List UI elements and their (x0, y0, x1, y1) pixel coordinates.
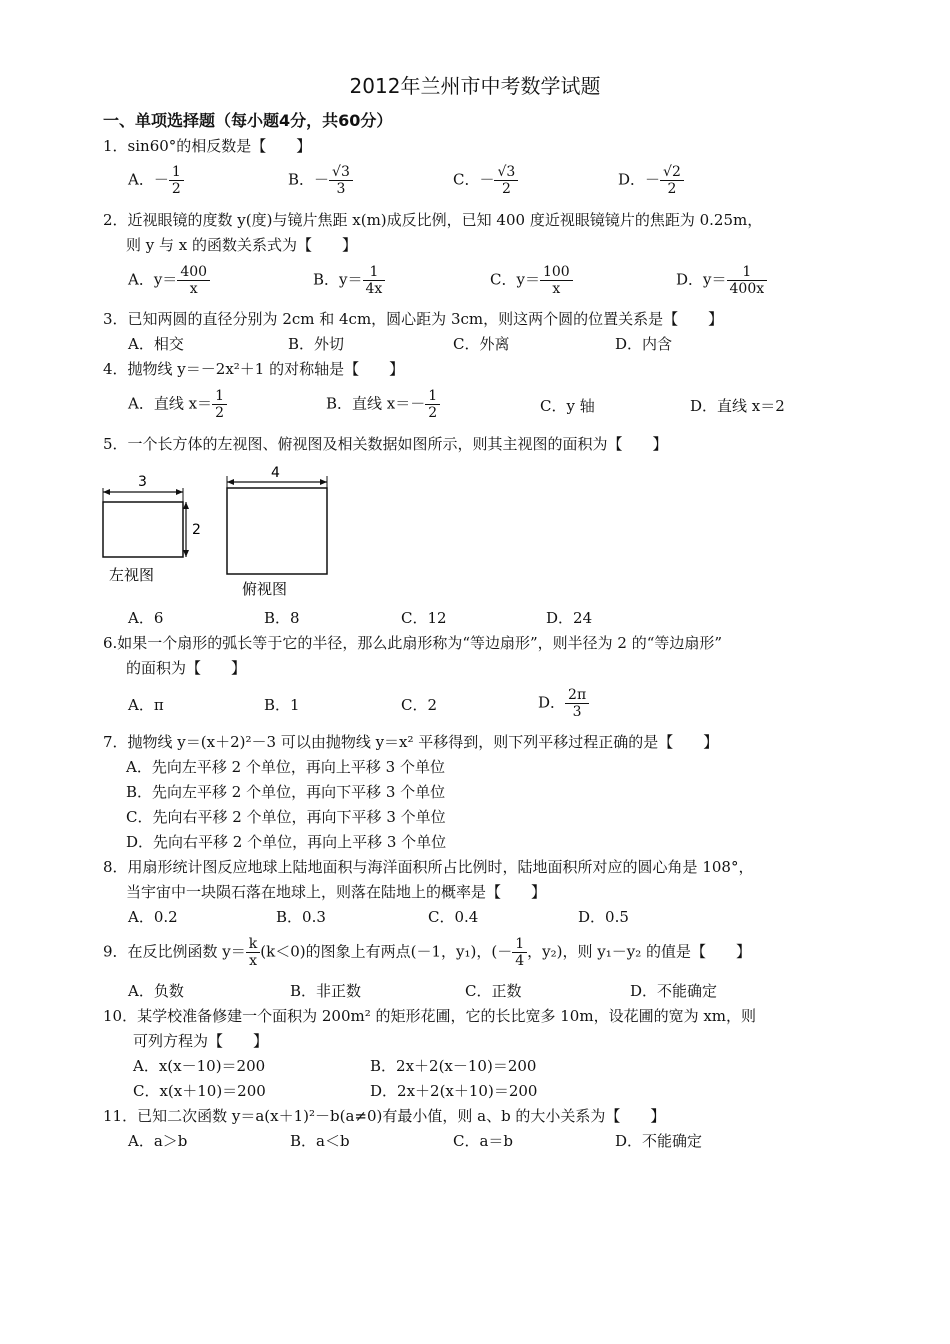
question-11-option-b: B．a＜b (290, 1132, 350, 1150)
arrowhead (103, 489, 110, 495)
page-title: 2012年兰州市中考数学试题 (349, 74, 601, 98)
question-6-option-d: D． $\frac{2\pi}{3}$ (538, 687, 589, 720)
section-heading: 一、单项选择题（每小题4分，共60分） (103, 111, 393, 130)
question-1-option-d: D．－ $\frac{√2}{2}$ (618, 164, 684, 197)
fraction: $\frac{400}{x}$ (177, 264, 210, 297)
question-4-option-b: B．直线 x＝－ $\frac{1}{2}$ (326, 388, 440, 421)
question-7-option-c: C．先向右平移 2 个单位，再向下平移 3 个单位 (126, 808, 446, 826)
question-10-stem-line1: 10．某学校准备修建一个面积为 200m² 的矩形花圃，它的长比宽多 10m，设花圃的宽为 xm，则 (103, 1007, 757, 1025)
question-10-stem-line2: 可列方程为【 】 (133, 1032, 269, 1050)
question-2-option-a: A．y＝ $\frac{400}{x}$ (128, 264, 210, 297)
question-5-option-b: B．8 (264, 609, 300, 627)
question-1-stem: 1．sin60°的相反数是【 】 (103, 137, 312, 155)
fraction: $\frac{1}{4}$ (512, 936, 527, 969)
question-6-stem-line2: 的面积为【 】 (126, 659, 247, 677)
question-10-option-c: C．x(x＋10)＝200 (133, 1082, 266, 1100)
arrowhead (227, 479, 234, 485)
top-view-caption: 俯视图 (242, 580, 288, 598)
question-4-stem: 4．抛物线 y＝－2x²＋1 的对称轴是【 】 (103, 360, 405, 378)
arrowhead (176, 489, 183, 495)
question-3-stem: 3．已知两圆的直径分别为 2cm 和 4cm，圆心距为 3cm，则这两个圆的位置关系是【 】 (103, 310, 724, 328)
fraction: $\frac{√3}{3}$ (329, 164, 353, 197)
question-1-option-b: B．－ $\frac{√3}{3}$ (288, 164, 353, 197)
question-7-option-b: B．先向左平移 2 个单位，再向下平移 3 个单位 (126, 783, 446, 801)
question-3-option-b: B．外切 (288, 335, 345, 353)
question-10-option-d: D．2x＋2(x＋10)＝200 (370, 1082, 538, 1100)
question-4-option-a: A．直线 x＝ $\frac{1}{2}$ (128, 388, 227, 421)
left-view-rect (103, 502, 183, 557)
question-3-option-a: A．相交 (128, 335, 184, 353)
question-2-stem-line2: 则 y 与 x 的函数关系式为【 】 (126, 236, 358, 254)
question-3-option-c: C．外离 (453, 335, 510, 353)
question-2-option-b: B．y＝ $\frac{1}{4x}$ (313, 264, 385, 297)
question-4-option-c: C．y 轴 (540, 397, 595, 415)
question-6-option-c: C．2 (401, 696, 438, 714)
arrowhead (183, 550, 189, 557)
question-2-option-d: D．y＝ $\frac{1}{400x}$ (676, 264, 767, 297)
question-5-stem: 5．一个长方体的左视图、俯视图及相关数据如图所示，则其主视图的面积为【 】 (103, 435, 668, 453)
top-view-rect (227, 488, 327, 574)
top-view-width-label: 4 (271, 465, 280, 481)
fraction: $\frac{2\pi}{3}$ (565, 687, 589, 720)
left-view-caption: 左视图 (109, 566, 155, 584)
question-6-stem-line1: 6.如果一个扇形的弧长等于它的半径，那么此扇形称为“等边扇形”，则半径为 2 的“等边扇形” (103, 634, 723, 652)
question-2-stem-line1: 2．近视眼镜的度数 y(度)与镜片焦距 x(m)成反比例，已知 400 度近视眼镜镜片的焦距为 0.25m， (103, 211, 763, 229)
question-9-option-b: B．非正数 (290, 982, 362, 1000)
question-2-option-c: C．y＝ $\frac{100}{x}$ (490, 264, 573, 297)
question-5-figure (95, 462, 345, 602)
question-5-option-a: A．6 (128, 609, 164, 627)
question-1-option-a: A．－ $\frac{1}{2}$ (128, 164, 184, 197)
question-4-option-d: D．直线 x＝2 (690, 397, 785, 415)
question-10-option-b: B．2x＋2(x－10)＝200 (370, 1057, 537, 1075)
question-5-option-c: C．12 (401, 609, 447, 627)
question-7-option-a: A．先向左平移 2 个单位，再向上平移 3 个单位 (126, 758, 445, 776)
question-3-option-d: D．内含 (615, 335, 673, 353)
fraction: $\frac{1}{2}$ (425, 388, 440, 421)
question-11-option-c: C．a＝b (453, 1132, 514, 1150)
question-7-stem: 7．抛物线 y＝(x＋2)²－3 可以由抛物线 y＝x² 平移得到，则下列平移过程正确的是【 】 (103, 733, 719, 751)
question-7-option-d: D．先向右平移 2 个单位，再向上平移 3 个单位 (126, 833, 447, 851)
question-8-option-b: B．0.3 (276, 908, 326, 926)
arrowhead (183, 502, 189, 509)
fraction: $\frac{100}{x}$ (540, 264, 573, 297)
question-8-stem-line2: 当宇宙中一块陨石落在地球上，则落在陆地上的概率是【 】 (126, 883, 547, 901)
question-11-option-d: D．不能确定 (615, 1132, 703, 1150)
question-11-stem: 11．已知二次函数 y＝a(x＋1)²－b(a≠0)有最小值，则 a、b 的大小关系为【 】 (103, 1107, 666, 1125)
question-11-option-a: A．a＞b (128, 1132, 188, 1150)
question-5-option-d: D．24 (546, 609, 593, 627)
question-1-option-c: C．－ $\frac{√3}{2}$ (453, 164, 518, 197)
question-9-option-c: C．正数 (465, 982, 522, 1000)
left-view-width-label: 3 (138, 474, 147, 490)
arrowhead (320, 479, 327, 485)
question-8-option-c: C．0.4 (428, 908, 479, 926)
question-9-option-d: D．不能确定 (630, 982, 718, 1000)
question-9-option-a: A．负数 (128, 982, 184, 1000)
fraction: $\frac{1}{2}$ (212, 388, 227, 421)
question-8-option-d: D．0.5 (578, 908, 629, 926)
fraction: $\frac{√2}{2}$ (660, 164, 684, 197)
fraction: $\frac{1}{2}$ (169, 164, 184, 197)
question-9-stem: 9．在反比例函数 y＝ $\frac{k}{x}$ (k＜0)的图象上有两点(－1，y₁)，(－ $\frac{1}{4}$ ，y₂)，则 y₁－y₂ 的值是【 】 (103, 936, 751, 969)
question-6-option-a: A．π (128, 696, 164, 714)
fraction: $\frac{k}{x}$ (246, 936, 260, 969)
left-view-height-label: 2 (192, 522, 201, 538)
question-8-option-a: A．0.2 (128, 908, 178, 926)
fraction: $\frac{1}{400x}$ (727, 264, 768, 297)
fraction: $\frac{√3}{2}$ (494, 164, 518, 197)
question-10-option-a: A．x(x－10)＝200 (133, 1057, 266, 1075)
fraction: $\frac{1}{4x}$ (363, 264, 386, 297)
question-6-option-b: B．1 (264, 696, 300, 714)
question-8-stem-line1: 8．用扇形统计图反应地球上陆地面积与海洋面积所占比例时，陆地面积所对应的圆心角是 108°， (103, 858, 754, 876)
